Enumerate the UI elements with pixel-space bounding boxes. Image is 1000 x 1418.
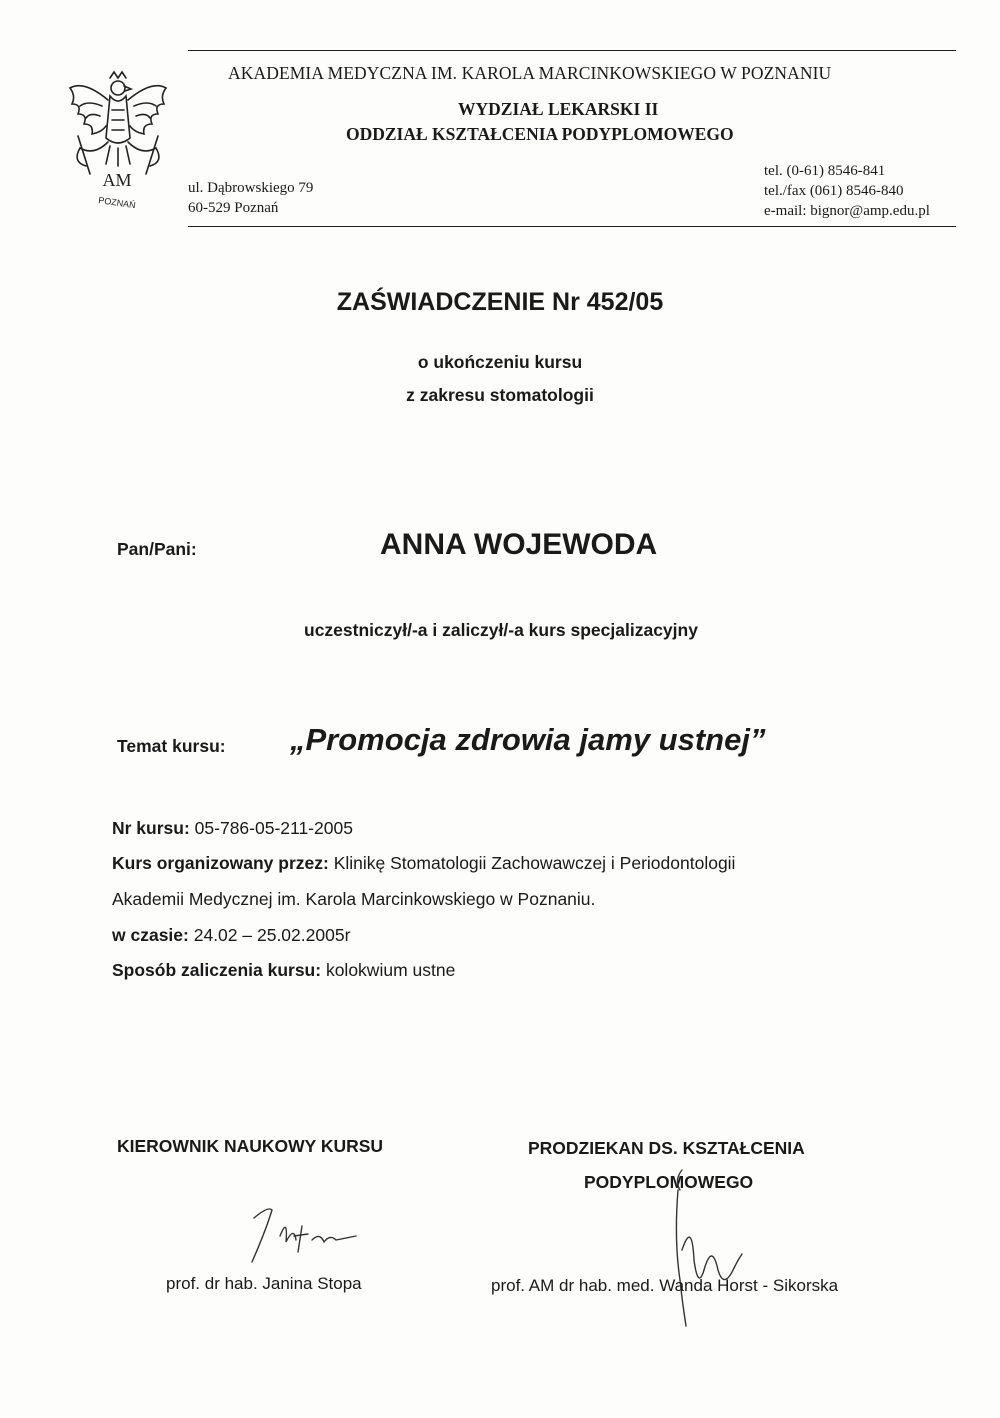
recipient-name: ANNA WOJEWODA (380, 528, 658, 561)
header-top-rule (188, 50, 956, 51)
organizer-row (112, 853, 735, 874)
left-handwritten-signature (228, 1196, 368, 1276)
certificate-title: ZAŚWIADCZENIE Nr 452/05 (336, 288, 664, 316)
organizer-line-2: Akademii Medycznej im. Karola Marcinkowskiego w Poznaniu. (112, 889, 596, 909)
emblem-city-text: POZNAŃ (97, 195, 137, 208)
department-name: ODDZIAŁ KSZTAŁCENIA PODYPLOMOWEGO (346, 124, 734, 144)
left-signatory-name: prof. dr hab. Janina Stopa (166, 1274, 362, 1293)
course-dates: 24.02 – 25.02.2005r (193, 925, 351, 945)
institution-name: AKADEMIA MEDYCZNA IM. KAROLA MARCINKOWSKIEGO W POZNANIU (228, 63, 832, 83)
right-signatory-title-2: PODYPLOMOWEGO (584, 1172, 754, 1192)
course-number-label: Nr kursu: (112, 818, 190, 838)
completion-method: kolokwium ustne (325, 960, 456, 980)
address-street: ul. Dąbrowskiego 79 (188, 180, 314, 196)
contact-email: e-mail: bignor@amp.edu.pl (764, 203, 930, 219)
course-topic: „Promocja zdrowia jamy ustnej” (290, 722, 766, 757)
right-signatory-title-1: PRODZIEKAN DS. KSZTAŁCENIA (528, 1138, 805, 1158)
method-label: Sposób zaliczenia kursu: (112, 960, 322, 980)
course-number: 05-786-05-211-2005 (194, 818, 353, 838)
faculty-name: WYDZIAŁ LEKARSKI II (458, 99, 659, 119)
topic-label: Temat kursu: (117, 736, 226, 756)
organizer-line-1: Klinikę Stomatologii Zachowawczej i Periodontologii (333, 853, 736, 873)
certificate-subtitle-1: o ukończeniu kursu (417, 352, 583, 372)
method-row (112, 960, 455, 981)
left-signatory-title: KIEROWNIK NAUKOWY KURSU (117, 1136, 384, 1156)
contact-fax: tel./fax (061) 8546-840 (764, 183, 904, 199)
organizer-label: Kurs organizowany przez: (112, 853, 329, 873)
university-emblem (58, 66, 176, 208)
right-signatory-name: prof. AM dr hab. med. Wanda Horst - Sikorska (491, 1276, 839, 1295)
dates-row (112, 925, 350, 946)
recipient-label: Pan/Pani: (117, 539, 197, 559)
certificate-subtitle-2: z zakresu stomatologii (406, 385, 594, 405)
emblem-am-text: AM (102, 170, 132, 190)
right-handwritten-signature (652, 1150, 762, 1330)
course-number-row (112, 818, 353, 839)
header-bottom-rule (188, 226, 956, 227)
contact-phone: tel. (0-61) 8546-841 (764, 163, 886, 179)
completion-statement: uczestniczył/-a i zaliczył/-a kurs specjalizacyjny (304, 620, 698, 640)
address-city: 60-529 Poznań (188, 200, 279, 216)
dates-label: w czasie: (112, 925, 189, 945)
